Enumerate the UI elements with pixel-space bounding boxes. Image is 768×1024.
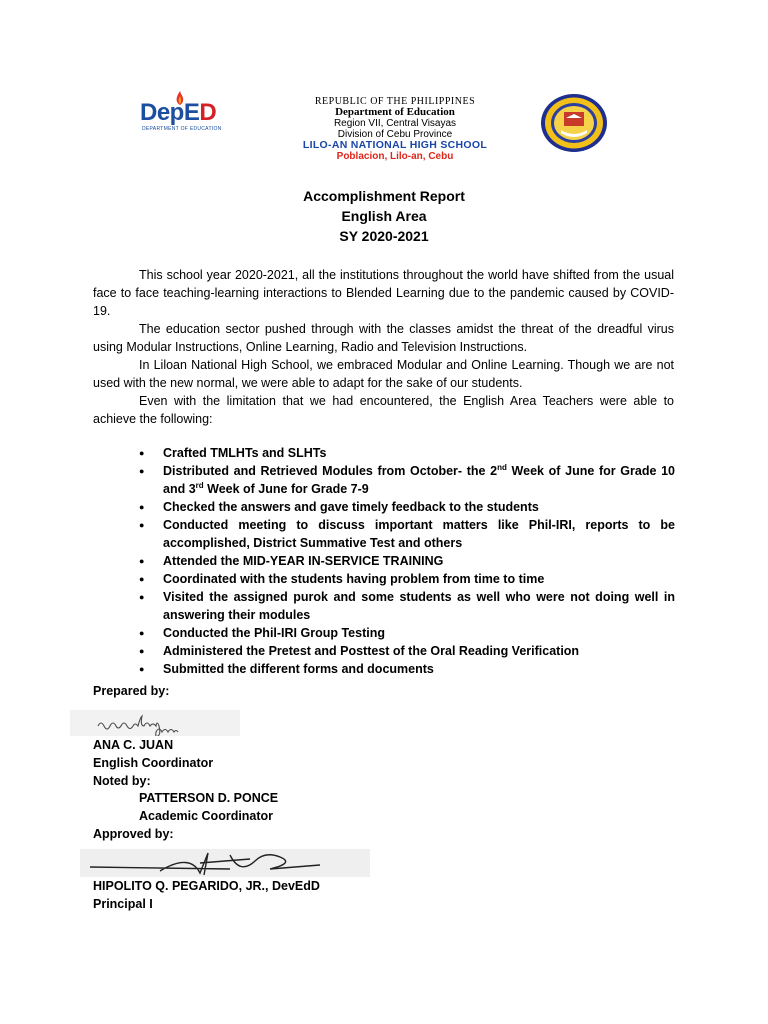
- list-item: ● Attended the MID-YEAR IN-SERVICE TRAINING: [139, 552, 675, 570]
- report-body: [93, 266, 674, 428]
- paragraph-1: This school year 2020-2021, all the institutions throughout the world have shifted from the usual face to face teaching-learning interactions to Blended Learning due to the pandemic caused by COVID-19.: [93, 268, 674, 318]
- deped-subtext: DEPARTMENT OF EDUCATION: [142, 126, 222, 132]
- letterhead-region: Region VII, Central Visayas: [333, 118, 457, 129]
- list-item: ● Conducted meeting to discuss important matters like Phil-IRI, reports to be accomplished, District Summative Test and others: [139, 516, 675, 552]
- accomplishment-list: [139, 444, 675, 678]
- list-item: ● Submitted the different forms and documents: [139, 660, 675, 678]
- approved-by-title: Principal I: [93, 897, 153, 911]
- school-seal-icon: [539, 92, 609, 154]
- list-item: ● Conducted the Phil-IRI Group Testing: [139, 624, 675, 642]
- list-item: ● Administered the Pretest and Posttest of the Oral Reading Verification: [139, 642, 675, 660]
- list-item: ● Checked the answers and gave timely feedback to the students: [139, 498, 675, 516]
- paragraph-4: Even with the limitation that we had encountered, the English Area Teachers were able to achieve the following:: [93, 394, 674, 426]
- signature-ana-juan: [70, 710, 240, 736]
- deped-wordmark: DepED: [140, 99, 217, 126]
- handwritten-signature-icon: [70, 710, 240, 736]
- title-line-1: Accomplishment Report: [303, 188, 465, 204]
- noted-by-name: PATTERSON D. PONCE: [139, 791, 279, 805]
- deped-logo: [140, 96, 232, 138]
- approved-by-name: HIPOLITO Q. PEGARIDO, JR., DevEdD: [93, 879, 320, 893]
- letterhead-address: Poblacion, Lilo-an, Cebu: [336, 151, 454, 162]
- prepared-by-title: English Coordinator: [93, 756, 214, 770]
- signature-hipolito-pegarido: [80, 849, 370, 877]
- letterhead: [260, 96, 530, 162]
- approved-by-label: Approved by:: [93, 827, 174, 841]
- letterhead-republic: REPUBLIC OF THE PHILIPPINES: [314, 96, 476, 107]
- title-line-2: English Area: [341, 208, 427, 224]
- letterhead-school: LILO-AN NATIONAL HIGH SCHOOL: [302, 139, 488, 151]
- list-item: ● Crafted TMLHTs and SLHTs: [139, 444, 675, 462]
- prepared-by-label: Prepared by:: [93, 684, 170, 698]
- prepared-by-name: ANA C. JUAN: [93, 738, 174, 752]
- noted-by-label: Noted by:: [93, 774, 151, 788]
- list-item: ● Visited the assigned purok and some students as well who were not doing well in answering their modules: [139, 588, 675, 624]
- list-item: ● Distributed and Retrieved Modules from October- the 2nd Week of June for Grade 10 and 3rd Week of June for Grade 7-9: [139, 462, 675, 498]
- list-item: ● Coordinated with the students having problem from time to time: [139, 570, 675, 588]
- handwritten-signature-icon: [80, 849, 370, 877]
- letterhead-division: Division of Cebu Province: [337, 129, 453, 140]
- report-title: [0, 186, 768, 246]
- letterhead-department: Department of Education: [335, 106, 455, 118]
- title-line-3: SY 2020-2021: [339, 228, 429, 244]
- noted-by-title: Academic Coordinator: [139, 809, 274, 823]
- paragraph-3: In Liloan National High School, we embraced Modular and Online Learning. Though we are not used with the new normal, we were able to adapt for the sake of our students.: [93, 358, 674, 390]
- paragraph-2: The education sector pushed through with the classes amidst the threat of the dreadful virus using Modular Instructions, Online Learning, Radio and Television Instructions.: [93, 322, 674, 354]
